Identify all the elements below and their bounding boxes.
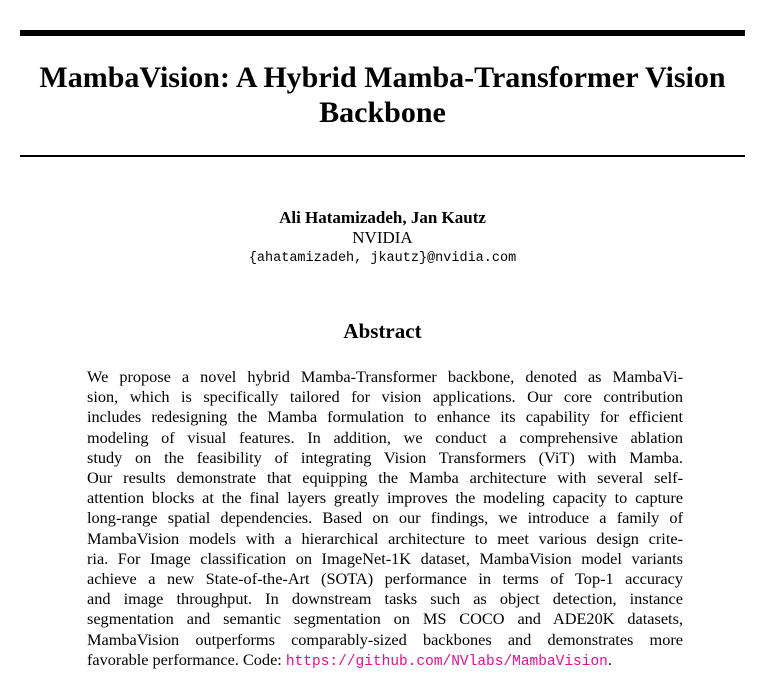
abstract-line: MambaVision models with a hierarchical architecture to meet various design crite-: [87, 528, 683, 548]
code-link[interactable]: https://github.com/NVlabs/MambaVision: [285, 653, 608, 670]
abstract-line: study on the feasibility of integrating Vision Transformers (ViT) with Mamba.: [87, 447, 683, 467]
abstract-line: attention blocks at the final layers greatly improves the modeling capacity to capture: [87, 488, 683, 508]
abstract-line: We propose a novel hybrid Mamba-Transformer backbone, denoted as MambaVi-: [87, 367, 683, 386]
abstract-line: includes redesigning the Mamba formulation to enhance its capability for efficient: [87, 407, 683, 427]
abstract-line: MambaVision outperforms comparably-sized backbones and demonstrates more: [87, 629, 683, 649]
paper-affiliation: NVIDIA: [352, 228, 413, 247]
abstract-last-line-suffix: .: [607, 649, 612, 669]
abstract-last-line-prefix: favorable performance. Code:: [87, 649, 286, 669]
abstract-line: Our results demonstrate that equipping the Mamba architecture with several self-: [87, 468, 683, 488]
abstract-last-line: [87, 650, 683, 672]
abstract-line: and image throughput. In downstream tasks such as object detection, instance: [87, 589, 683, 609]
paper-title-line-2: Backbone: [319, 96, 446, 129]
abstract-line: sion, which is specifically tailored for vision applications. Our core contribution: [87, 387, 683, 407]
paper-title: [20, 60, 745, 130]
abstract-line: segmentation and semantic segmentation on MS COCO and ADE20K datasets,: [87, 609, 683, 629]
abstract-line: ria. For Image classification on ImageNet-1K dataset, MambaVision model variants: [87, 548, 683, 568]
abstract-body: [87, 367, 683, 672]
abstract-line: long-range spatial dependencies. Based on our findings, we introduce a family of: [87, 508, 683, 528]
paper-email: {ahatamizadeh, jkautz}@nvidia.com: [248, 251, 517, 266]
title-rule-bottom: [20, 155, 745, 157]
title-rule-top: [20, 30, 745, 36]
abstract-heading: Abstract: [343, 319, 422, 343]
paper-title-line-1: MambaVision: A Hybrid Mamba-Transformer Vision: [39, 61, 726, 94]
abstract-line: modeling of visual features. In addition, we conduct a comprehensive ablation: [87, 427, 683, 447]
abstract-line: achieve a new State-of-the-Art (SOTA) performance in terms of Top-1 accuracy: [87, 569, 683, 589]
paper-authors: Ali Hatamizadeh, Jan Kautz: [279, 208, 486, 227]
